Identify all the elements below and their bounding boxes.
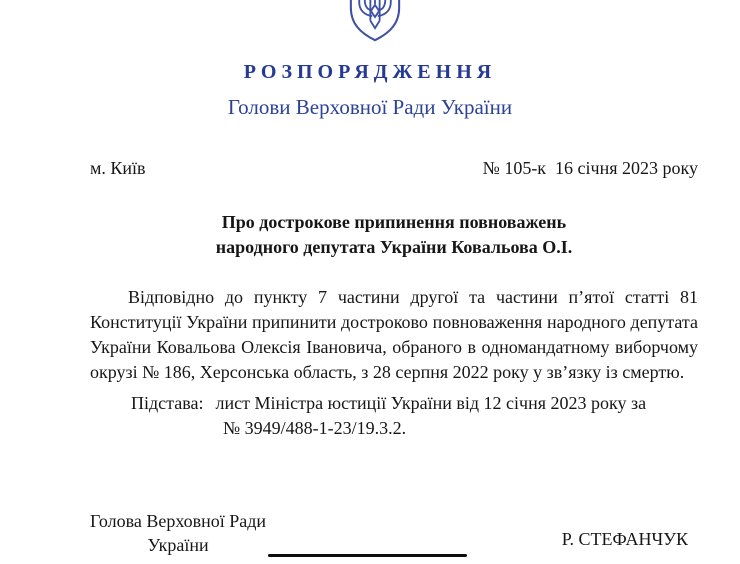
issue-place: м. Київ xyxy=(90,158,146,178)
subject-heading-line2: народного депутата України Ковальова О.І. xyxy=(215,237,573,257)
body-line1: Відповідно до пункту 7 частини другої та частини п’ятої статті 81 xyxy=(128,287,698,307)
body-line3: України Ковальова Олексія Івановича, обраного в одномандатному виборчому xyxy=(90,337,698,357)
document-title: РОЗПОРЯДЖЕННЯ xyxy=(243,61,497,83)
document-number-and-date: № 105-к 16 січня 2023 року xyxy=(482,158,698,178)
signatory-position xyxy=(90,509,266,557)
basis-section xyxy=(131,391,698,441)
document-subtitle: Голови Верховної Ради України xyxy=(227,95,513,119)
body-line2: Конституції України припинити достроково повноваження народного депутата xyxy=(90,312,698,332)
meta-row xyxy=(90,158,698,179)
basis-label: Підстава: xyxy=(131,393,204,413)
subject-heading-line1: Про дострокове припинення повноважень xyxy=(221,212,567,232)
ukraine-trident-coat-of-arms-icon xyxy=(347,0,403,43)
basis-reference-number: № 3949/488-1-23/19.3.2. xyxy=(223,418,407,438)
signatory-position-line1: Голова Верховної Ради xyxy=(90,511,267,531)
body-line4: окрузі № 186, Херсонська область, з 28 серпня 2022 року у зв’язку із смертю. xyxy=(90,362,685,382)
basis-line1 xyxy=(131,391,698,416)
signature-redaction-bar xyxy=(268,554,467,557)
basis-reference-text: лист Міністра юстиції України від 12 січня 2023 року за xyxy=(215,393,647,413)
subject-heading xyxy=(90,210,698,260)
body-paragraph xyxy=(90,285,698,385)
signatory-position-line2: України xyxy=(147,535,209,555)
signatory-name: Р. СТЕФАНЧУК xyxy=(561,529,688,549)
